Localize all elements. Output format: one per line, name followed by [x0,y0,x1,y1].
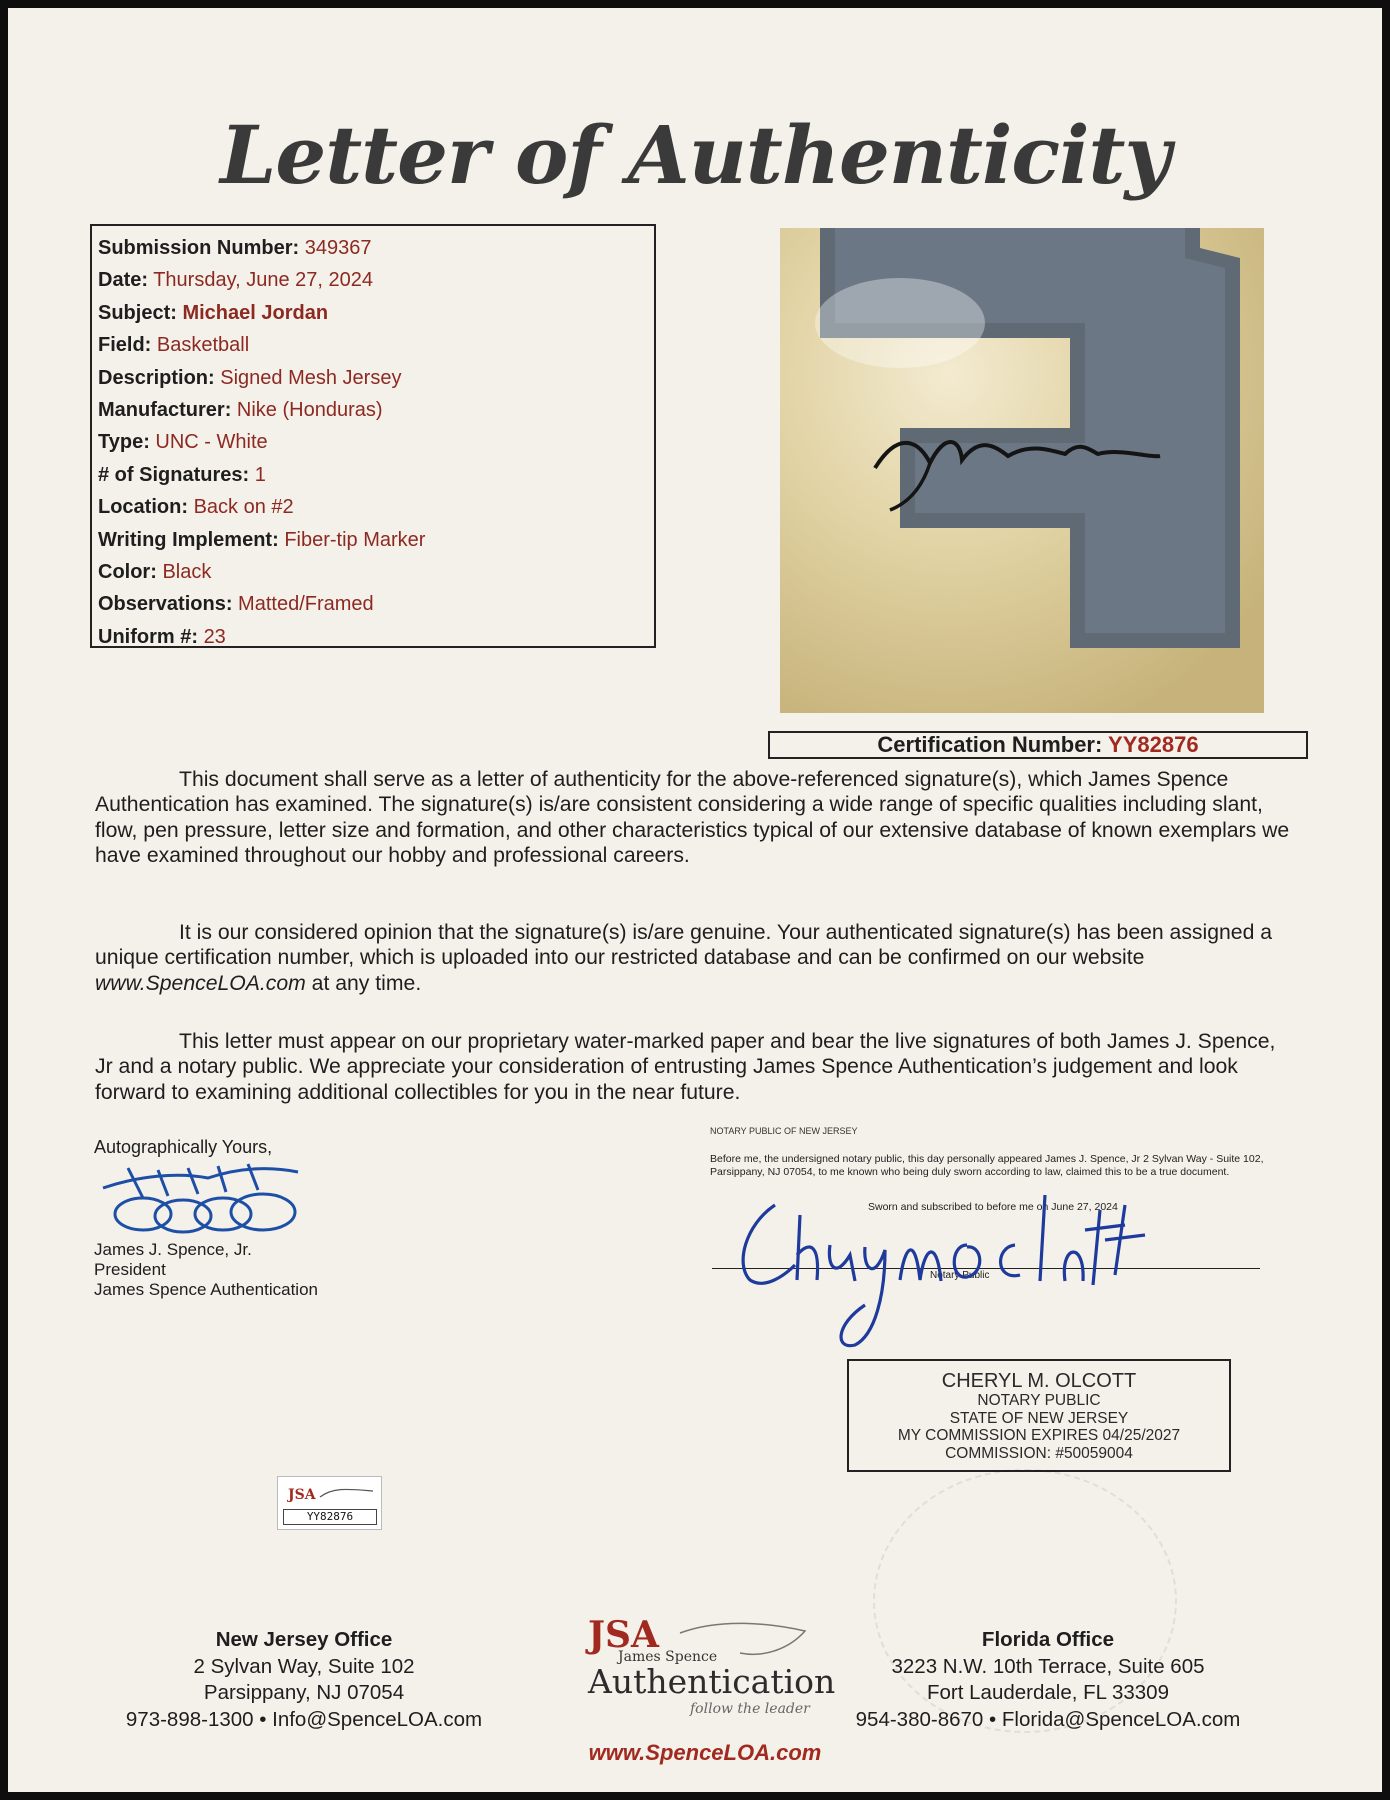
detail-label: Color: [98,560,157,583]
jersey-photo-graphic [780,228,1264,713]
svg-text:JSA: JSA [588,1614,659,1656]
detail-label: # of Signatures: [98,463,250,486]
detail-row [98,426,648,458]
notary-title: NOTARY PUBLIC OF NEW JERSEY [710,1126,858,1136]
paragraph-watermark: This letter must appear on our proprietary water-marked paper and bear the live signatures of both James J. Spence, Jr and a notary public. We appreciate your consideration of entrusting James Spence Authentication’s judgement and look forward to examining additional collectibles for you in the near future. [95,1030,1276,1104]
notary-signature [705,1185,1245,1385]
detail-row [98,329,648,361]
paragraph-authenticity: This document shall serve as a letter of authenticity for the above-referenced signature(s), which James Spence Authentication has examined. The signature(s) is/are consistent considering a wide range of specific qualities including slant, flow, pen pressure, letter size and formation, and other characteristics typical of our extensive database of known exemplars we have examined throughout our hobby and professional careers. [95,768,1290,867]
item-details-box [90,224,656,648]
jsa-logo [560,1603,850,1723]
detail-label: Date: [98,269,149,292]
detail-row [98,491,648,523]
paragraph-opinion-end: at any time. [305,971,422,995]
fl-office-address2: Fort Lauderdale, FL 33309 [927,1681,1169,1704]
detail-value: Basketball [156,334,250,357]
website-footer[interactable]: www.SpenceLOA.com [588,1740,822,1765]
detail-row [98,459,648,491]
detail-row [98,297,648,329]
nj-office-address2: Parsippany, NJ 07054 [203,1681,405,1704]
detail-row [98,621,648,653]
fl-office-address1: 3223 N.W. 10th Terrace, Suite 605 [891,1654,1205,1678]
detail-row [98,556,648,588]
detail-value: Back on #2 [193,496,294,519]
certification-number: YY82876 [1108,732,1199,757]
detail-label: Description: [98,366,215,389]
detail-value: 23 [203,625,226,648]
detail-value: Signed Mesh Jersey [220,366,402,389]
paragraph-opinion [95,920,1295,996]
notary-stamp-line1: NOTARY PUBLIC [977,1392,1101,1409]
detail-label: Manufacturer: [98,398,232,421]
detail-label: Observations: [98,593,233,616]
notary-sworn: Sworn and subscribed to before me on June 27, 2024 [868,1201,1118,1213]
detail-label: Location: [98,496,188,519]
detail-value: Michael Jordan [182,301,329,324]
nj-office-heading: New Jersey Office [215,1628,393,1651]
svg-text:Authentication: Authentication [588,1662,836,1701]
notary-stamp-line2: STATE OF NEW JERSEY [949,1409,1129,1427]
closing-name: James J. Spence, Jr. [94,1240,252,1259]
detail-value: Fiber-tip Marker [284,528,426,551]
notary-stamp-line4: COMMISSION: #50059004 [945,1444,1133,1462]
new-jersey-office [104,1627,504,1733]
detail-value: Black [162,560,212,583]
nj-office-address1: 2 Sylvan Way, Suite 102 [193,1654,415,1678]
closing-role: President [94,1260,166,1279]
fl-office-contact: 954-380-8670 • Florida@SpenceLOA.com [855,1707,1241,1731]
detail-label: Field: [98,334,152,357]
detail-value: Thursday, June 27, 2024 [153,269,373,292]
detail-value: Matted/Framed [238,593,374,616]
detail-value: UNC - White [155,431,268,454]
svg-text:James Spence: James Spence [618,1649,718,1665]
detail-label: Type: [98,431,150,454]
letter-title: Letter of Authenticity [220,108,1170,202]
president-signature [98,1158,318,1238]
website-link-inline[interactable]: www.SpenceLOA.com [95,971,306,995]
jsa-logo-graphic [560,1603,850,1723]
notary-name: CHERYL M. OLCOTT [941,1370,1137,1392]
detail-row [98,264,648,296]
detail-value: Nike (Honduras) [236,398,383,421]
detail-row [98,524,648,556]
notary-statement: Before me, the undersigned notary public, this day personally appeared James J. Spence, Jr 2 Sylvan Way - Suite 102, Parsippany, NJ 07054, to me known who being duly sworn according to law, claimed this to be a true document. [710,1153,1264,1178]
detail-value: 1 [254,463,266,486]
svg-text:follow the leader: follow the leader [690,1701,810,1717]
detail-label: Subject: [98,301,177,324]
certification-number-box [768,731,1308,759]
detail-label: Submission Number: [98,237,300,259]
fl-office-heading: Florida Office [981,1628,1115,1651]
detail-label: Writing Implement: [98,528,279,551]
detail-row [98,362,648,394]
notary-line-label: Notary Public [930,1270,990,1281]
sticker-number: YY82876 [283,1509,377,1525]
notary-stamp-line3: MY COMMISSION EXPIRES 04/25/2027 [897,1427,1181,1444]
paragraph-opinion-text: It is our considered opinion that the signature(s) is/are genuine. Your authenticated signature(s) has been assigned a unique certification number, which is uploaded into our restricted database and can be confirmed on our website [95,921,1273,970]
detail-label: Uniform #: [98,625,198,648]
detail-row [98,232,648,264]
svg-text:JSA: JSA [288,1487,316,1503]
florida-office [848,1627,1248,1733]
sticker-logo-graphic [278,1477,381,1511]
closing-salutation: Autographically Yours, [94,1137,273,1157]
nj-office-contact: 973-898-1300 • Info@SpenceLOA.com [125,1707,483,1731]
certification-label: Certification Number: [877,732,1103,757]
jersey-signature-photo [780,228,1264,713]
notary-stamp [847,1359,1231,1472]
detail-value: 349367 [304,237,372,259]
closing-company: James Spence Authentication [94,1280,318,1299]
detail-row [98,588,648,620]
detail-row [98,394,648,426]
